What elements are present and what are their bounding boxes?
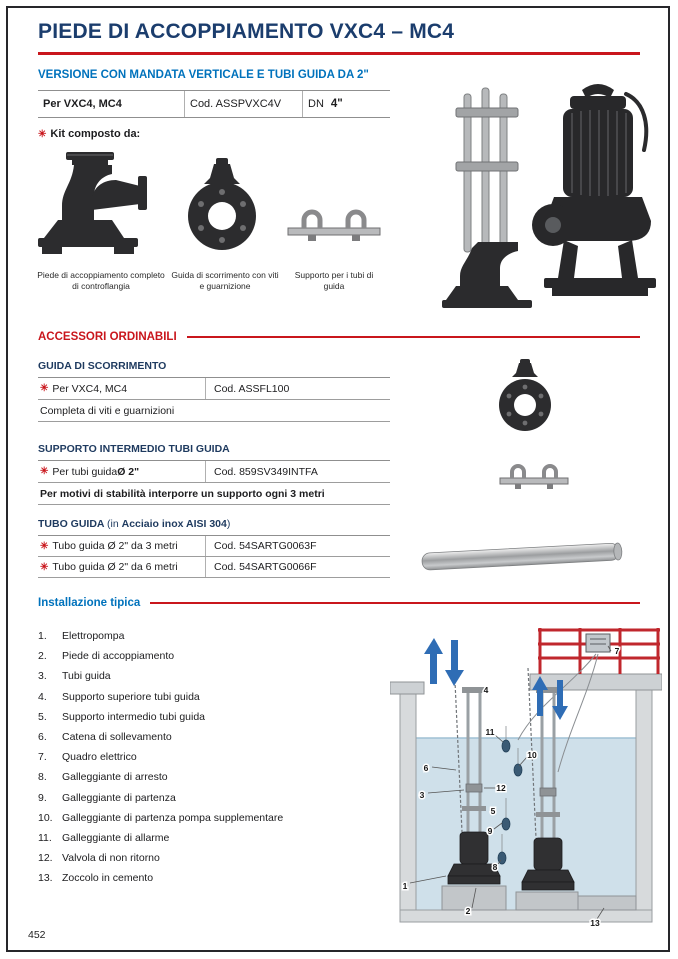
supporto-note-row bbox=[38, 483, 390, 505]
dn-value: 4" bbox=[330, 98, 343, 110]
diagram-callout-13: 13 bbox=[590, 918, 600, 928]
item-label: Catena di sollevamento bbox=[62, 731, 172, 744]
diagram-callout-9: 9 bbox=[487, 826, 493, 836]
kit-item-sliding-guide bbox=[170, 150, 280, 292]
pipe-support-image bbox=[284, 150, 384, 262]
spec-code-cell: Cod. ASSPVXC4V bbox=[185, 91, 303, 117]
item-label: Piede di accoppiamento bbox=[62, 650, 175, 663]
supporto-note: Per motivi di stabilità interporre un supporto ogni 3 metri bbox=[40, 487, 325, 500]
item-number: 2. bbox=[38, 650, 47, 663]
tubo-row-3m-label: Tubo guida Ø 2" da 3 metri bbox=[52, 540, 178, 552]
kit-item-coupling-foot bbox=[36, 150, 166, 292]
installation-diagram-image bbox=[390, 620, 662, 935]
pump-with-guide-rails-image bbox=[436, 80, 666, 328]
accessories-heading-rule bbox=[187, 336, 640, 339]
accessories-heading-row bbox=[38, 331, 640, 343]
installation-list bbox=[38, 626, 390, 888]
list-item bbox=[38, 747, 390, 767]
tubo-row-3m-label-cell bbox=[38, 536, 206, 556]
list-item bbox=[38, 788, 390, 808]
tubo-title bbox=[38, 518, 230, 530]
item-number: 13. bbox=[38, 872, 53, 885]
item-number: 6. bbox=[38, 731, 47, 744]
item-label: Tubi guida bbox=[62, 670, 111, 683]
tubo-row-3m bbox=[38, 536, 390, 557]
sliding-guide-image bbox=[170, 150, 280, 262]
diagram-callout-12: 12 bbox=[496, 783, 506, 793]
asterisk-icon: ✳ bbox=[40, 561, 49, 573]
item-number: 3. bbox=[38, 670, 47, 683]
list-item bbox=[38, 808, 390, 828]
item-number: 8. bbox=[38, 771, 47, 784]
asterisk-icon: ✳ bbox=[38, 129, 47, 140]
item-number: 10. bbox=[38, 811, 53, 824]
diagram-callout-11: 11 bbox=[485, 727, 495, 737]
spec-dn-cell bbox=[303, 91, 390, 117]
supporto-title: SUPPORTO INTERMEDIO TUBI GUIDA bbox=[38, 443, 230, 455]
tubo-title-bold: Acciaio inox AISI 304 bbox=[121, 518, 227, 530]
guida-accessory-figure bbox=[492, 355, 560, 439]
supporto-row-code: Cod. 859SV349INTFA bbox=[214, 465, 318, 478]
kit-item-pipe-support bbox=[284, 150, 384, 292]
installation-heading: Installazione tipica bbox=[38, 597, 141, 609]
kit-caption-sliding-guide: Guida di scorrimento con viti e guarnizione bbox=[171, 270, 279, 292]
list-item bbox=[38, 868, 390, 888]
dn-label: DN bbox=[308, 98, 324, 110]
guida-note: Completa di viti e guarnizioni bbox=[40, 404, 175, 417]
kit-label-text: Kit composto da: bbox=[50, 128, 141, 140]
tubo-row-3m-code: Cod. 54SARTG0063F bbox=[214, 540, 317, 552]
supporto-row-label-cell bbox=[38, 461, 206, 482]
diagram-callout-10: 10 bbox=[527, 750, 537, 760]
list-item bbox=[38, 626, 390, 646]
item-label: Galleggiante di partenza pompa supplementare bbox=[62, 811, 284, 824]
item-label: Valvola di non ritorno bbox=[62, 852, 160, 865]
tube-image bbox=[419, 537, 626, 578]
item-label: Galleggiante di allarme bbox=[62, 831, 170, 844]
guida-note-row bbox=[38, 400, 390, 422]
asterisk-icon: ✳ bbox=[40, 383, 49, 394]
tubo-title-close: ) bbox=[226, 518, 231, 530]
diagram-callout-2: 2 bbox=[465, 906, 471, 916]
kit-caption-coupling-foot: Piede di accoppiamento completo di controflangia bbox=[37, 270, 165, 292]
item-label: Supporto intermedio tubi guida bbox=[62, 710, 206, 723]
kit-composto-label bbox=[38, 128, 140, 140]
section-version-heading: VERSIONE CON MANDATA VERTICALE E TUBI GUIDA DA 2" bbox=[38, 69, 369, 81]
installation-heading-row bbox=[38, 597, 640, 609]
tubo-row-6m-label: Tubo guida Ø 2" da 6 metri bbox=[52, 561, 178, 573]
page-title: PIEDE DI ACCOPPIAMENTO VXC4 – MC4 bbox=[38, 20, 455, 43]
diagram-callout-5: 5 bbox=[490, 806, 496, 816]
title-rule bbox=[38, 52, 640, 55]
diagram-callout-6: 6 bbox=[423, 763, 429, 773]
diagram-callout-4: 4 bbox=[483, 685, 489, 695]
item-number: 1. bbox=[38, 630, 47, 643]
item-number: 11. bbox=[38, 831, 52, 844]
item-number: 7. bbox=[38, 751, 47, 764]
diagram-callout-7: 7 bbox=[614, 646, 620, 656]
list-item bbox=[38, 687, 390, 707]
supporto-accessory-figure bbox=[498, 444, 570, 502]
tubo-row-6m-code: Cod. 54SARTG0066F bbox=[214, 561, 317, 573]
list-item bbox=[38, 848, 390, 868]
spec-model-cell: Per VXC4, MC4 bbox=[38, 91, 185, 117]
tubo-table bbox=[38, 535, 390, 578]
list-item bbox=[38, 646, 390, 666]
item-label: Galleggiante di partenza bbox=[62, 791, 176, 804]
list-item bbox=[38, 828, 390, 848]
kit-caption-pipe-support: Supporto per i tubi di guida bbox=[294, 270, 374, 292]
asterisk-icon: ✳ bbox=[40, 466, 49, 477]
supporto-row-label: Per tubi guida bbox=[52, 465, 118, 478]
coupling-foot-image bbox=[36, 150, 166, 262]
diagram-callout-8: 8 bbox=[492, 862, 498, 872]
guida-accessory-image bbox=[492, 355, 560, 439]
guida-row-code: Cod. ASSFL100 bbox=[214, 382, 290, 395]
list-item bbox=[38, 666, 390, 686]
version-spec-table bbox=[38, 90, 390, 118]
list-item bbox=[38, 727, 390, 747]
page-number: 452 bbox=[28, 929, 46, 941]
tubo-row-6m bbox=[38, 557, 390, 578]
list-item bbox=[38, 707, 390, 727]
item-label: Galleggiante di arresto bbox=[62, 771, 168, 784]
item-number: 4. bbox=[38, 690, 47, 703]
installation-heading-rule bbox=[150, 602, 640, 605]
installation-diagram bbox=[390, 620, 662, 935]
guida-row-label-cell bbox=[38, 378, 206, 399]
guida-table bbox=[38, 377, 390, 422]
tubo-title-main: TUBO GUIDA bbox=[38, 518, 108, 530]
item-number: 9. bbox=[38, 791, 47, 804]
supporto-accessory-image bbox=[498, 444, 570, 502]
item-label: Quadro elettrico bbox=[62, 751, 137, 764]
supporto-row bbox=[38, 461, 390, 483]
item-number: 5. bbox=[38, 710, 47, 723]
accessories-heading: ACCESSORI ORDINABILI bbox=[38, 331, 177, 343]
item-label: Supporto superiore tubi guida bbox=[62, 690, 200, 703]
tubo-row-6m-label-cell bbox=[38, 557, 206, 577]
list-item bbox=[38, 767, 390, 787]
guida-title: GUIDA DI SCORRIMENTO bbox=[38, 360, 167, 372]
supporto-table bbox=[38, 460, 390, 505]
diagram-callout-3: 3 bbox=[419, 790, 425, 800]
pump-with-guide-rails-figure bbox=[436, 80, 666, 328]
tubo-title-open: (in bbox=[107, 518, 122, 530]
item-label: Elettropompa bbox=[62, 630, 125, 643]
guida-row bbox=[38, 378, 390, 400]
item-number: 12. bbox=[38, 852, 53, 865]
tube-figure bbox=[419, 537, 626, 578]
guida-row-label: Per VXC4, MC4 bbox=[52, 382, 128, 395]
item-label: Zoccolo in cemento bbox=[62, 872, 154, 885]
supporto-row-label-bold: Ø 2" bbox=[117, 465, 140, 478]
diagram-callout-1: 1 bbox=[402, 881, 408, 891]
asterisk-icon: ✳ bbox=[40, 540, 49, 552]
